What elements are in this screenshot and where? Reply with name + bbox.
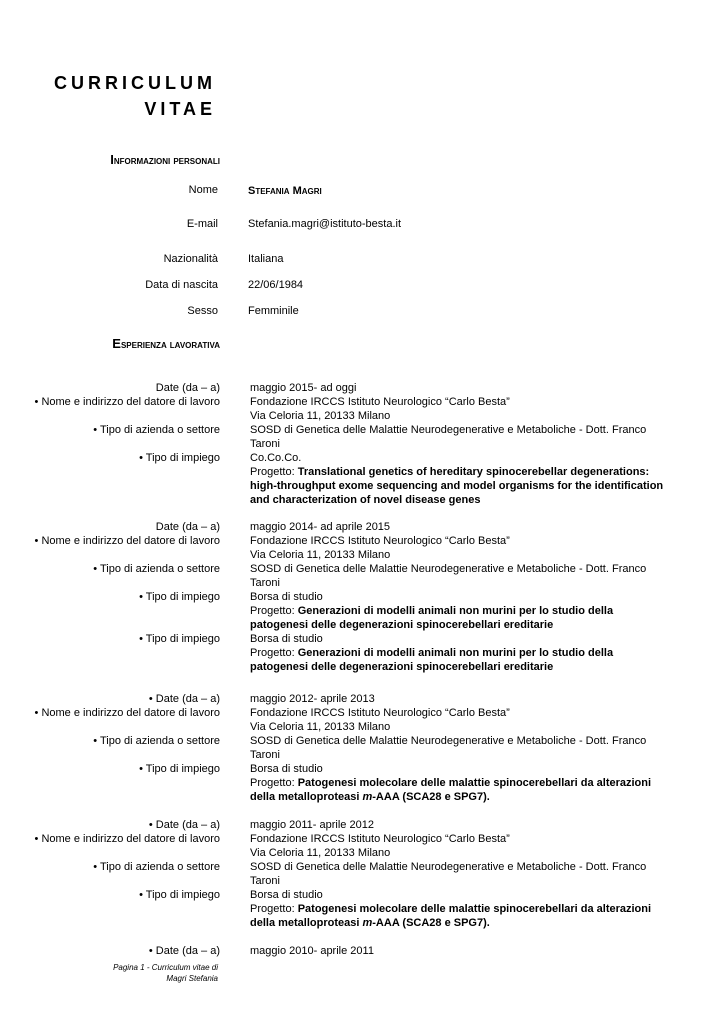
sector-label: • Tipo di azienda o settore bbox=[93, 861, 220, 873]
project-text bbox=[250, 646, 670, 674]
label-name: Nome bbox=[188, 184, 218, 196]
cv-title-line1: CURRICULUM bbox=[54, 73, 216, 93]
project-title: Translational genetics of hereditary spinocerebellar degenerations: high-throughput exome sequencing and model organisms for the identification and characterization of novel disease genes bbox=[250, 466, 664, 506]
value-name: Stefania Magri bbox=[248, 185, 322, 197]
date-value: maggio 2015- ad oggi bbox=[250, 382, 357, 394]
project-text bbox=[250, 776, 670, 804]
project-title: Generazioni di modelli animali non murini per lo studio della patogenesi delle degenerazioni spinocerebellari ereditarie bbox=[250, 647, 614, 673]
sector-value: SOSD di Genetica delle Malattie Neurodegenerative e Metaboliche - Dott. Franco Taroni bbox=[250, 861, 647, 887]
job-value: Borsa di studio bbox=[250, 633, 323, 645]
job-label: • Tipo di impiego bbox=[139, 452, 220, 464]
job-value: Borsa di studio bbox=[250, 763, 323, 775]
project-title: Patogenesi molecolare delle malattie spinocerebellari da alterazioni della metalloproteasi m-AAA (SCA28 e SPG7). bbox=[250, 903, 652, 929]
job-label: • Tipo di impiego bbox=[139, 763, 220, 775]
section-experience-title: Esperienza lavorativa bbox=[112, 336, 220, 351]
sector-value: SOSD di Genetica delle Malattie Neurodegenerative e Metaboliche - Dott. Franco Taroni bbox=[250, 563, 647, 589]
employer-label: • Nome e indirizzo del datore di lavoro bbox=[34, 396, 220, 408]
employer-label: • Nome e indirizzo del datore di lavoro bbox=[34, 707, 220, 719]
label-email: E-mail bbox=[186, 218, 218, 230]
experience-entry bbox=[0, 520, 724, 674]
date-value: maggio 2014- ad aprile 2015 bbox=[250, 521, 391, 533]
sector-label: • Tipo di azienda o settore bbox=[93, 424, 220, 436]
date-value: maggio 2011- aprile 2012 bbox=[250, 819, 374, 831]
employer-label: • Nome e indirizzo del datore di lavoro bbox=[34, 833, 220, 845]
employer-name: Fondazione IRCCS Istituto Neurologico “Carlo Besta” bbox=[250, 396, 510, 408]
sector-label: • Tipo di azienda o settore bbox=[93, 563, 220, 575]
page-footer bbox=[80, 962, 218, 984]
project-title: Generazioni di modelli animali non murini per lo studio della patogenesi delle degenerazioni spinocerebellari ereditarie bbox=[250, 605, 614, 631]
project-prefix: Progetto: bbox=[250, 605, 298, 617]
employer-address: Via Celoria 11, 20133 Milano bbox=[250, 549, 391, 561]
experience-entry bbox=[0, 818, 724, 930]
project-prefix: Progetto: bbox=[250, 777, 298, 789]
entry-employer-row bbox=[0, 395, 724, 409]
entry-job-row bbox=[0, 451, 724, 465]
job-value: Borsa di studio bbox=[250, 889, 323, 901]
entry-date-row bbox=[0, 381, 724, 395]
employer-address: Via Celoria 11, 20133 Milano bbox=[250, 721, 391, 733]
sector-value: SOSD di Genetica delle Malattie Neurodegenerative e Metaboliche - Dott. Franco Taroni bbox=[250, 735, 647, 761]
job-value: Co.Co.Co. bbox=[250, 452, 302, 464]
job-label: • Tipo di impiego bbox=[139, 633, 220, 645]
project-text bbox=[250, 604, 670, 632]
label-nationality: Nazionalità bbox=[163, 253, 218, 265]
sector-label: • Tipo di azienda o settore bbox=[93, 735, 220, 747]
job-label: • Tipo di impiego bbox=[139, 889, 220, 901]
employer-name: Fondazione IRCCS Istituto Neurologico “Carlo Besta” bbox=[250, 833, 510, 845]
value-email: Stefania.magri@istituto-besta.it bbox=[248, 218, 402, 230]
experience-entry bbox=[0, 944, 724, 958]
cv-title-line2: VITAE bbox=[144, 99, 216, 119]
value-sex: Femminile bbox=[248, 305, 299, 317]
project-text bbox=[250, 465, 670, 507]
job-value: Borsa di studio bbox=[250, 591, 323, 603]
date-label: Date (da – a) bbox=[155, 382, 220, 394]
label-sex: Sesso bbox=[187, 305, 218, 317]
project-prefix: Progetto: bbox=[250, 466, 298, 478]
employer-name: Fondazione IRCCS Istituto Neurologico “Carlo Besta” bbox=[250, 707, 510, 719]
entry-sector-row bbox=[0, 423, 724, 451]
value-nationality: Italiana bbox=[248, 253, 284, 265]
sector-value: SOSD di Genetica delle Malattie Neurodegenerative e Metaboliche - Dott. Franco Taroni bbox=[250, 424, 647, 450]
date-label: • Date (da – a) bbox=[148, 819, 220, 831]
project-prefix: Progetto: bbox=[250, 903, 298, 915]
employer-label: • Nome e indirizzo del datore di lavoro bbox=[34, 535, 220, 547]
job-label: • Tipo di impiego bbox=[139, 591, 220, 603]
cv-title bbox=[0, 70, 216, 122]
date-label: • Date (da – a) bbox=[148, 693, 220, 705]
section-personal-title: Informazioni personali bbox=[110, 152, 220, 167]
project-text bbox=[250, 902, 670, 930]
project-title: Patogenesi molecolare delle malattie spinocerebellari da alterazioni della metalloproteasi m-AAA (SCA28 e SPG7). bbox=[250, 777, 652, 803]
date-value: maggio 2010- aprile 2011 bbox=[250, 945, 374, 957]
footer-line2: Magri Stefania bbox=[166, 974, 218, 983]
date-label: • Date (da – a) bbox=[148, 945, 220, 957]
footer-line1: Pagina 1 - Curriculum vitae di bbox=[113, 963, 218, 972]
date-label: Date (da – a) bbox=[155, 521, 220, 533]
employer-name: Fondazione IRCCS Istituto Neurologico “Carlo Besta” bbox=[250, 535, 510, 547]
label-birthdate: Data di nascita bbox=[145, 279, 218, 291]
project-prefix: Progetto: bbox=[250, 647, 298, 659]
value-birthdate: 22/06/1984 bbox=[248, 279, 304, 291]
employer-address: Via Celoria 11, 20133 Milano bbox=[250, 847, 391, 859]
employer-address: Via Celoria 11, 20133 Milano bbox=[250, 410, 391, 422]
experience-entry bbox=[0, 692, 724, 804]
date-value: maggio 2012- aprile 2013 bbox=[250, 693, 375, 705]
experience-entry bbox=[0, 381, 724, 507]
